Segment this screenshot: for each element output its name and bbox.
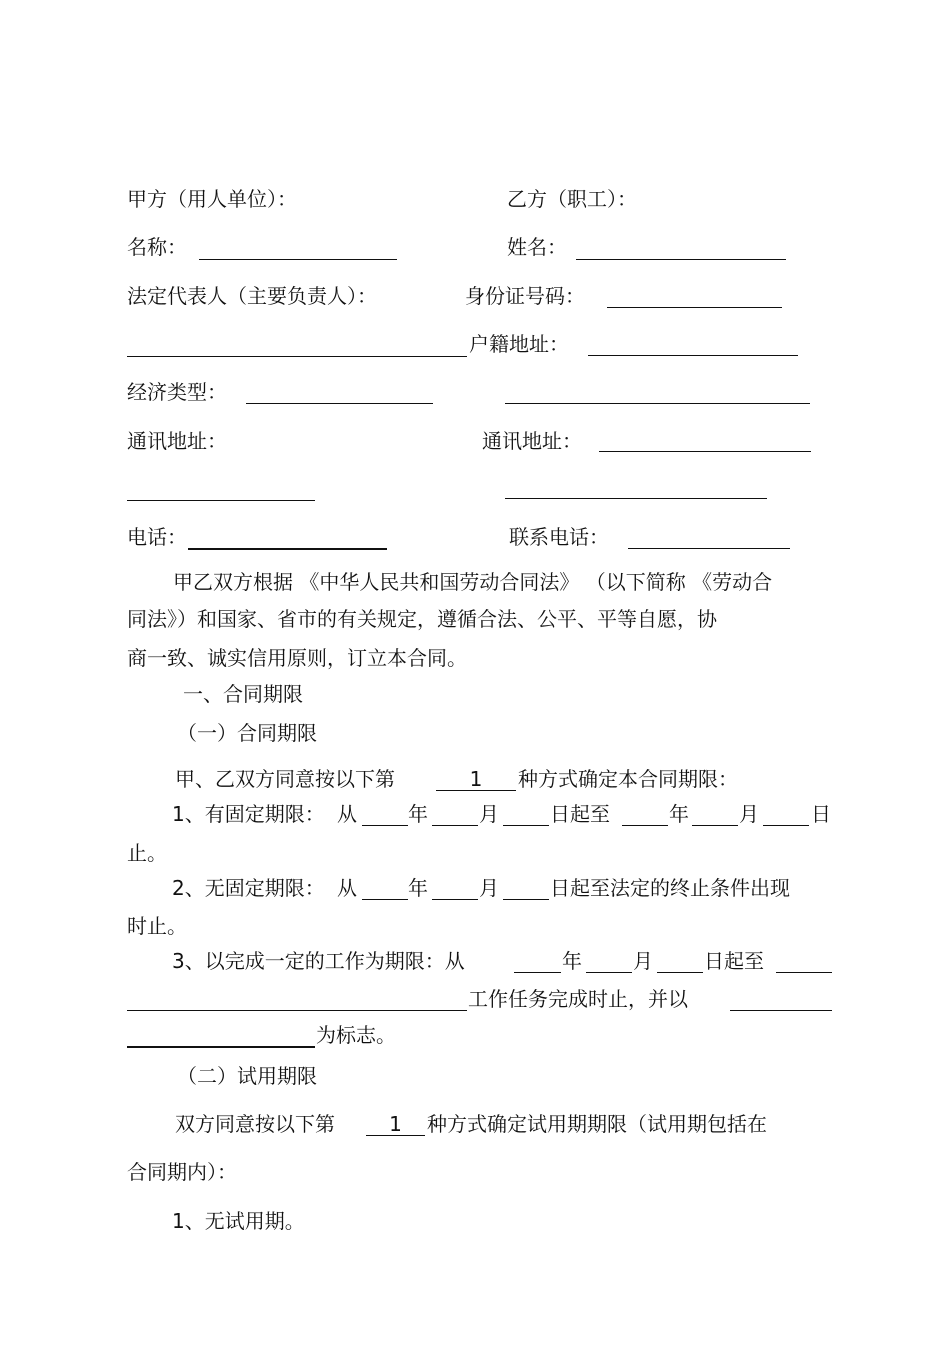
option-3-mark: 为标志。 bbox=[316, 1023, 396, 1047]
option-2-rest: 日起至法定的终止条件出现 bbox=[550, 876, 790, 900]
section-1-sub2-title: （二）试用期限 bbox=[177, 1064, 317, 1088]
option-2-month-label: 月 bbox=[479, 876, 499, 900]
option-1-start-year-field[interactable] bbox=[362, 825, 408, 826]
term-choice-underline bbox=[436, 790, 516, 791]
party-b-id-label: 身份证号码： bbox=[465, 284, 585, 308]
party-a-address-label: 通讯地址： bbox=[127, 429, 227, 453]
option-1-end-year-field[interactable] bbox=[622, 825, 668, 826]
party-b-address-field[interactable] bbox=[599, 451, 811, 452]
party-a-address-field[interactable] bbox=[127, 500, 315, 501]
party-b-address-field-2[interactable] bbox=[505, 498, 767, 499]
option-2-year-label: 年 bbox=[408, 876, 428, 900]
trial-option-1: 1、无试用期。 bbox=[172, 1209, 305, 1233]
trial-choice-underline bbox=[366, 1135, 425, 1136]
option-3-start-day-field[interactable] bbox=[657, 972, 703, 973]
option-3-start-year-field[interactable] bbox=[514, 972, 561, 973]
option-2-label: 2、无固定期限： bbox=[172, 876, 325, 900]
option-1-start-month-field[interactable] bbox=[432, 825, 478, 826]
option-3-mark-field-b[interactable] bbox=[127, 1046, 315, 1048]
option-1-end-month-field[interactable] bbox=[692, 825, 738, 826]
option-1-day-to-label: 日起至 bbox=[550, 802, 610, 826]
option-3-label: 3、以完成一定的工作为期限：从 bbox=[172, 949, 465, 973]
party-b-phone-label: 联系电话： bbox=[509, 525, 609, 549]
option-1-wrap: 止。 bbox=[127, 841, 167, 865]
party-b-phone-field[interactable] bbox=[628, 548, 790, 549]
option-3-day-to-label: 日起至 bbox=[704, 949, 764, 973]
party-b-header: 乙方（职工）： bbox=[507, 187, 637, 211]
option-2-start-month-field[interactable] bbox=[432, 899, 478, 900]
option-1-year-label: 年 bbox=[408, 802, 428, 826]
option-1-end-day-label: 日 bbox=[811, 802, 831, 826]
option-2-from: 从 bbox=[337, 876, 357, 900]
party-b-name-label: 姓名： bbox=[507, 235, 567, 259]
party-b-household-label: 户籍地址： bbox=[469, 332, 569, 356]
intro-line-3: 商一致、诚实信用原则，订立本合同。 bbox=[127, 646, 467, 670]
trial-choice-wrap: 合同期内）： bbox=[127, 1160, 237, 1184]
party-b-household-field[interactable] bbox=[588, 355, 798, 356]
trial-choice-pre: 双方同意按以下第 bbox=[175, 1112, 335, 1136]
option-2-start-day-field[interactable] bbox=[503, 899, 549, 900]
party-b-household-field-2[interactable] bbox=[505, 403, 810, 404]
trial-choice-post: 种方式确定试用期期限（试用期包括在 bbox=[427, 1112, 767, 1136]
option-2-start-year-field[interactable] bbox=[362, 899, 408, 900]
option-3-year-label: 年 bbox=[562, 949, 582, 973]
section-1-title: 一、合同期限 bbox=[183, 682, 303, 706]
trial-choice-value[interactable]: 1 bbox=[389, 1112, 402, 1136]
option-1-label: 1、有固定期限： bbox=[172, 802, 325, 826]
term-choice-pre: 甲、乙双方同意按以下第 bbox=[175, 767, 395, 791]
option-3-month-label: 月 bbox=[633, 949, 653, 973]
option-1-from: 从 bbox=[337, 802, 357, 826]
section-1-sub1-title: （一）合同期限 bbox=[177, 721, 317, 745]
party-a-phone-field[interactable] bbox=[188, 548, 387, 550]
party-b-name-field[interactable] bbox=[576, 259, 786, 260]
option-1-start-day-field[interactable] bbox=[503, 825, 549, 826]
option-1-end-month-label: 月 bbox=[739, 802, 759, 826]
intro-line-1: 甲乙双方根据 《中华人民共和国劳动合同法》 （以下简称 《劳动合 bbox=[173, 570, 773, 594]
option-3-task-field-b[interactable] bbox=[127, 1010, 467, 1011]
party-a-type-label: 经济类型： bbox=[127, 380, 227, 404]
option-3-task-field-a[interactable] bbox=[776, 972, 832, 973]
option-1-month-label: 月 bbox=[479, 802, 499, 826]
intro-line-2: 同法》）和国家、省市的有关规定，遵循合法、公平、平等自愿，协 bbox=[127, 607, 717, 631]
party-a-rep-label: 法定代表人（主要负责人）： bbox=[127, 284, 377, 308]
option-1-end-day-field[interactable] bbox=[763, 825, 809, 826]
party-a-rep-field[interactable] bbox=[127, 356, 467, 357]
option-3-start-month-field[interactable] bbox=[586, 972, 632, 973]
party-a-type-field[interactable] bbox=[246, 403, 433, 404]
party-a-name-label: 名称： bbox=[127, 235, 187, 259]
party-a-header: 甲方（用人单位）： bbox=[127, 187, 297, 211]
option-2-wrap: 时止。 bbox=[127, 914, 187, 938]
party-a-name-field[interactable] bbox=[199, 259, 397, 260]
option-3-complete: 工作任务完成时止，并以 bbox=[468, 987, 688, 1011]
party-b-id-field[interactable] bbox=[607, 307, 782, 308]
option-3-mark-field-a[interactable] bbox=[730, 1010, 832, 1011]
term-choice-post: 种方式确定本合同期限： bbox=[518, 767, 738, 791]
option-1-end-year-label: 年 bbox=[669, 802, 689, 826]
party-b-address-label: 通讯地址： bbox=[482, 429, 582, 453]
term-choice-value[interactable]: 1 bbox=[469, 767, 483, 791]
party-a-phone-label: 电话： bbox=[127, 525, 187, 549]
